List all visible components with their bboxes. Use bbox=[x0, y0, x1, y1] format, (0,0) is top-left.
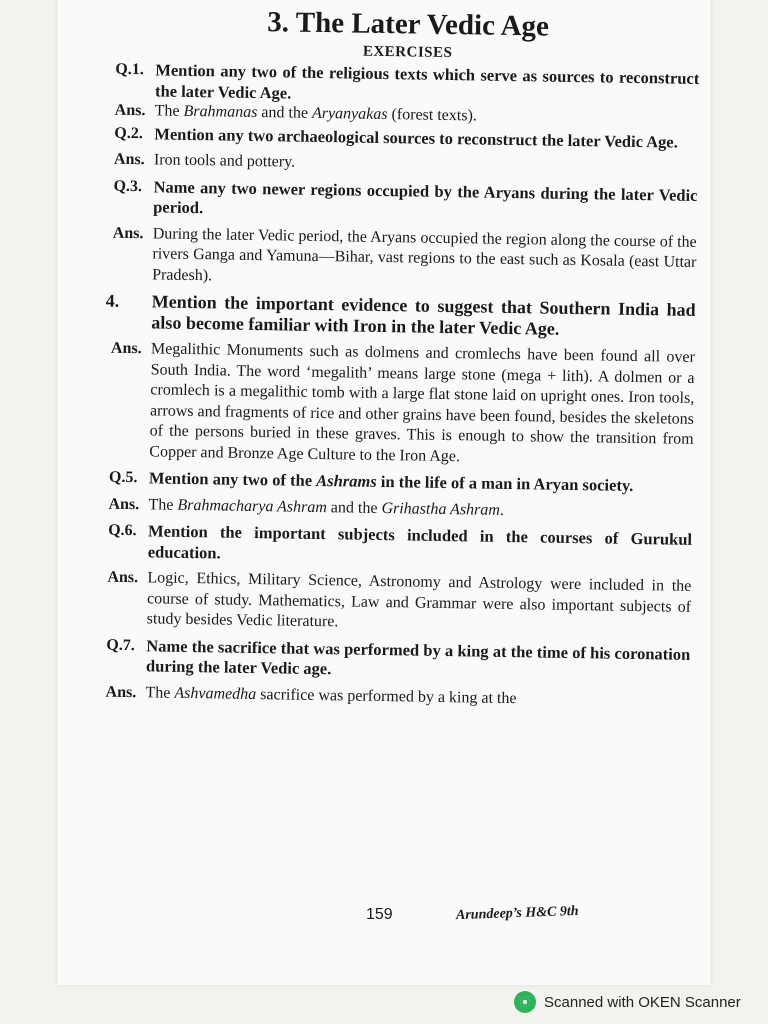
answer-text: Logic, Ethics, Military Science, Astronomy and Astrology were included in the course of study. Mathematics, Law and Grammar were also important subjects of study besides Vedic literature. bbox=[146, 569, 692, 631]
page-footer bbox=[58, 903, 710, 930]
question-text: Name the sacrifice that was performed by a king at the time of his coronation during the later Vedic age. bbox=[145, 635, 691, 679]
question-4 bbox=[57, 290, 710, 342]
book-title: Arundeep’s H&C 9th bbox=[455, 903, 579, 924]
answer-label: Ans. bbox=[108, 495, 140, 513]
question-text: Mention the important subjects included in the courses of Gurukul education. bbox=[147, 521, 693, 562]
answer-emphasis: Ashvamedha bbox=[174, 684, 257, 703]
answer-text-part: . bbox=[499, 501, 505, 519]
answer-label: Ans. bbox=[105, 683, 137, 701]
answer-7 bbox=[51, 681, 703, 712]
answer-6 bbox=[53, 567, 706, 639]
question-3 bbox=[59, 175, 712, 226]
answer-emphasis: Brahmanas bbox=[183, 102, 258, 121]
answer-label: Ans. bbox=[113, 150, 145, 169]
question-5 bbox=[55, 467, 707, 498]
question-6 bbox=[54, 520, 707, 571]
scanner-text: Scanned with OKEN Scanner bbox=[544, 993, 741, 1011]
answer-3 bbox=[58, 222, 711, 294]
answer-text-part: sacrifice was performed by a king at the bbox=[256, 685, 517, 707]
answer-emphasis: Grihastha Ashram bbox=[381, 499, 501, 519]
page bbox=[58, 0, 710, 985]
page-number: 159 bbox=[366, 906, 393, 923]
exercises-heading: EXERCISES bbox=[362, 43, 453, 62]
answer-emphasis: Brahmacharya Ashram bbox=[177, 496, 328, 516]
question-label: Q.6. bbox=[108, 521, 137, 540]
answer-text-part: The bbox=[154, 102, 184, 120]
question-emphasis: Ashrams bbox=[316, 470, 377, 491]
answer-text-part: and the bbox=[257, 103, 313, 122]
answer-text-part: and the bbox=[326, 498, 382, 517]
answer-2 bbox=[60, 149, 712, 180]
answer-label: Ans. bbox=[114, 101, 146, 120]
answer-label: Ans. bbox=[112, 224, 144, 242]
question-label: Q.1. bbox=[115, 60, 144, 79]
chapter-title: 3. The Later Vedic Age bbox=[267, 6, 550, 43]
question-label: Q.3. bbox=[113, 177, 143, 195]
question-label: 4. bbox=[105, 290, 120, 311]
answer-text: Megalithic Monuments such as dolmens and cromlechs have been found all over South India. The word ‘megalith’ means large stone (mega + lith). A dolmen or a cromlech is a megalithic tomb with a large flat stone laid on upright ones. Iron tools, arrows and fragments of rice and other grains have been found, besides the skeletons of the persons buried in these graves. This is enough to show the transition from Copper and Bronze Age Culture to the Iron Age. bbox=[149, 340, 696, 465]
answer-5 bbox=[54, 493, 706, 524]
answer-text: During the later Vedic period, the Aryans occupied the region along the course of the rivers Ganga and Yamuna—Bihar, vast regions to the east such as Kosala (east Uttar Pradesh). bbox=[152, 224, 697, 284]
scanner-watermark bbox=[514, 990, 741, 1014]
question-text: Mention any two archaeological sources to reconstruct the later Vedic Age. bbox=[154, 123, 678, 152]
answer-label: Ans. bbox=[110, 339, 142, 358]
answer-label: Ans. bbox=[107, 568, 139, 587]
question-7 bbox=[52, 634, 705, 685]
question-text-part: Mention any two of the bbox=[148, 468, 317, 490]
question-label: Q.2. bbox=[114, 124, 143, 142]
question-text bbox=[149, 468, 707, 497]
question-text-part: in the life of a man in Aryan society. bbox=[376, 471, 634, 495]
answer-text bbox=[148, 495, 706, 524]
answer-text-part: The bbox=[145, 683, 175, 702]
scanner-logo-icon bbox=[514, 991, 536, 1013]
answer-text-part: (forest texts). bbox=[387, 106, 477, 125]
question-text: Name any two newer regions occupied by the Aryans during the later Vedic period. bbox=[153, 176, 698, 218]
question-label: Q.5. bbox=[108, 468, 138, 487]
question-text: Mention any two of the religious texts which serve as sources to reconstruct the later Vedic Age. bbox=[154, 60, 700, 103]
answer-text bbox=[145, 683, 703, 712]
question-text: Mention the important evidence to suggest that Southern India had also become familiar with Iron in the later Vedic Age. bbox=[151, 291, 696, 339]
answer-text: Iron tools and pottery. bbox=[153, 151, 296, 171]
question-label: Q.7. bbox=[106, 636, 135, 654]
answer-emphasis: Aryanyakas bbox=[311, 104, 388, 124]
answer-4 bbox=[55, 338, 709, 471]
page-content bbox=[51, 1, 714, 712]
answer-text-part: The bbox=[148, 495, 178, 514]
